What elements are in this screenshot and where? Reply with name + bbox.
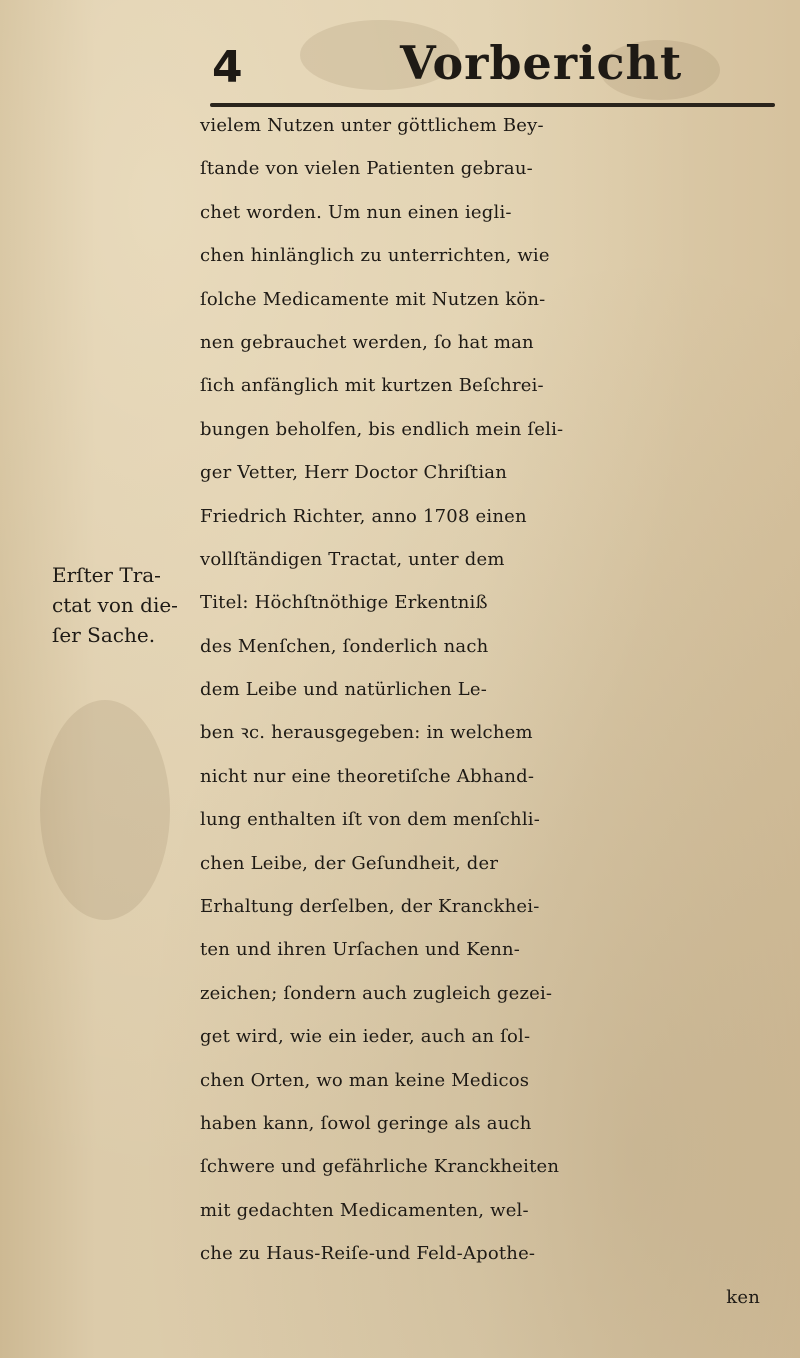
text-line: dem Leibe und natürlichen Le- <box>200 679 488 701</box>
text-line: vollſtändigen Tractat, unter dem <box>200 548 505 570</box>
text-line: ger Vetter, Herr Doctor Chriſtian <box>200 462 508 484</box>
text-line: Titel: Höchſtnöthige Erkentniß <box>200 592 488 614</box>
text-line: des Menſchen, ſonderlich nach <box>200 635 489 657</box>
text-line: ſich anfänglich mit kurtzen Beſchrei- <box>200 375 544 397</box>
text-line: vielem Nutzen unter göttlichem Bey- <box>200 115 544 136</box>
marginal-note-line: ctat von die- <box>52 593 178 617</box>
text-line: ſolche Medicamente mit Nutzen kön- <box>200 288 546 310</box>
text-line: ſchwere und gefährliche Kranckheiten <box>200 1156 560 1178</box>
body-text <box>200 104 780 1319</box>
text-line: che zu Haus-Reiſe-und Feld-Apothe- <box>200 1243 536 1265</box>
page-header <box>0 0 800 110</box>
text-line: Friedrich Richter, anno 1708 einen <box>200 505 527 527</box>
text-line: ten und ihren Urſachen und Kenn- <box>200 939 521 961</box>
text-line: haben kann, ſowol geringe als auch <box>200 1112 532 1134</box>
text-line: bungen beholfen, bis endlich mein ſeli- <box>200 418 564 440</box>
text-line: nen gebrauchet werden, ſo hat man <box>200 331 534 353</box>
text-line: get wird, wie ein ieder, auch an ſol- <box>200 1026 531 1048</box>
paper-stain <box>40 700 170 920</box>
text-line: chet worden. Um nun einen iegli- <box>200 201 512 223</box>
catchword: ken <box>726 1286 760 1308</box>
text-line: Erhaltung derſelben, der Kranckhei- <box>200 896 540 918</box>
text-line: ben ꝛc. herausgegeben: in welchem <box>200 722 533 744</box>
running-head: Vorbericht <box>400 36 683 90</box>
text-line: lung enthalten iſt von dem menſchli- <box>200 809 541 831</box>
text-line: chen hinlänglich zu unterrichten, wie <box>200 245 550 267</box>
marginal-note-line: ſer Sache. <box>52 623 156 647</box>
text-line: ſtande von vielen Patienten gebrau- <box>200 158 533 180</box>
text-line: chen Orten, wo man keine Medicos <box>200 1069 530 1091</box>
marginal-note-line: Erſter Tra- <box>52 563 161 587</box>
text-line: nicht nur eine theoretiſche Abhand- <box>200 765 535 787</box>
text-line: mit gedachten Medicamenten, wel- <box>200 1199 529 1221</box>
text-line: chen Leibe, der Geſundheit, der <box>200 852 499 874</box>
marginal-note <box>52 560 192 650</box>
text-line: zeichen; ſondern auch zugleich gezei- <box>200 982 553 1004</box>
page-number: 4 <box>212 42 243 93</box>
